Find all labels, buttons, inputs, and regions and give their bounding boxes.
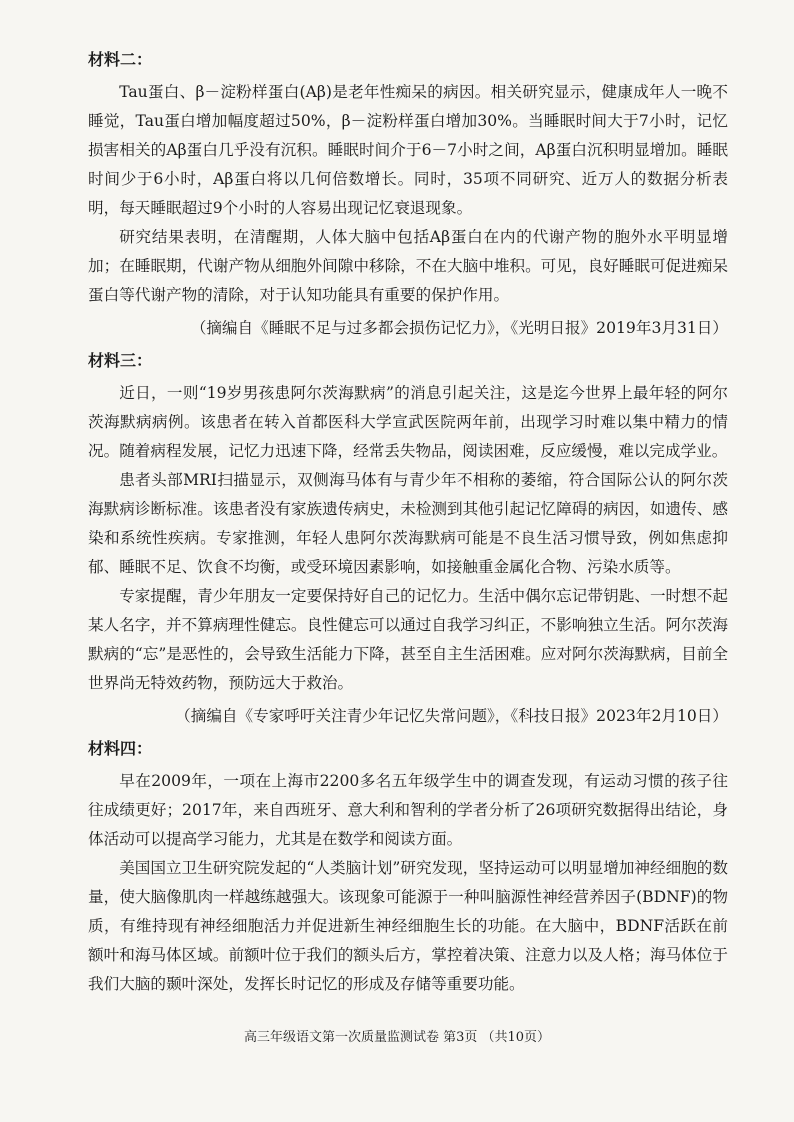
material-four-paragraph-2: 美国国立卫生研究院发起的“人类脑计划”研究发现，坚持运动可以明显增加神经细胞的数量，使大脑像肌肉一样越练越强大。该现象可能源于一种叫脑源性神经营养因子(BDNF)的物质，有维持现有神经细胞活力并促进新生神经细胞生长的功能。在大脑中，BDNF活跃在前额叶和海马体区域。前额叶位于我们的额头后方，掌控着决策、注意力以及人格；海马体位于我们大脑的颞叶深处，发挥长时记忆的形成及存储等重要功能。	[88, 859, 728, 993]
material-two-paragraph-2: 研究结果表明，在清醒期，人体大脑中包括Aβ蛋白在内的代谢产物的胞外水平明显增加；在睡眠期，代谢产物从细胞外间隙中移除，不在大脑中堆积。可见，良好睡眠可促进痴呆蛋白等代谢产物的清除，对于认知功能具有重要的保护作用。	[88, 228, 728, 304]
page-footer: 高三年级语文第一次质量监测试卷 第3页 （共10页）	[243, 1030, 551, 1045]
material-four-section	[88, 737, 728, 999]
material-four-heading: 材料四：	[88, 739, 153, 758]
material-three-paragraph-1: 近日，一则“19岁男孩患阿尔茨海默病”的消息引起关注，这是迄今世界上最年轻的阿尔茨海默病病例。该患者在转入首都医科大学宣武医院两年前，出现学习时难以集中精力的情况。随着病程发展，记忆力迅速下降，经常丢失物品，阅读困难，反应缓慢，难以完成学业。	[88, 384, 728, 460]
material-two-source: （摘编自《睡眠不足与过多都会损伤记忆力》，《光明日报》2019年3月31日）	[190, 319, 728, 337]
material-two-section	[88, 48, 728, 343]
material-two-heading: 材料二：	[88, 50, 153, 69]
material-three-paragraph-3: 专家提醒，青少年朋友一定要保持好自己的记忆力。生活中偶尔忘记带钥匙、一时想不起某人名字，并不算病理性健忘。良性健忘可以通过自我学习纠正，不影响独立生活。阿尔茨海默病的“忘”是恶性的，会导致生活能力下降，甚至自主生活困难。应对阿尔茨海默病，目前全世界尚无特效药物，预防远大于救治。	[88, 587, 728, 692]
material-three-heading: 材料三：	[88, 351, 153, 370]
material-three-paragraph-2: 患者头部MRI扫描显示，双侧海马体有与青少年不相称的萎缩，符合国际公认的阿尔茨海默病诊断标准。该患者没有家族遗传病史，未检测到其他引起记忆障碍的病因，如遗传、感染和系统性疾病。专家推测，年轻人患阿尔茨海默病可能是不良生活习惯导致，例如焦虑抑郁、睡眠不足、饮食不均衡，或受环境因素影响，如接触重金属化合物、污染水质等。	[88, 471, 728, 576]
material-two-paragraph-1: Tau蛋白、β－淀粉样蛋白(Aβ)是老年性痴呆的病因。相关研究显示，健康成年人一晚不睡觉，Tau蛋白增加幅度超过50%，β－淀粉样蛋白增加30%。当睡眠时间大于7小时，记忆损害相关的Aβ蛋白几乎没有沉积。睡眠时间介于6－7小时之间，Aβ蛋白沉积明显增加。睡眠时间少于6小时，Aβ蛋白将以几何倍数增长。同时，35项不同研究、近万人的数据分析表明，每天睡眠超过9个小时的人容易出现记忆衰退现象。	[88, 83, 728, 217]
material-three-source: （摘编自《专家呼吁关注青少年记忆失常问题》，《科技日报》2023年2月10日）	[175, 707, 728, 725]
material-three-section	[88, 349, 728, 731]
material-four-paragraph-1: 早在2009年，一项在上海市2200多名五年级学生中的调查发现，有运动习惯的孩子往往成绩更好；2017年，来自西班牙、意大利和智利的学者分析了26项研究数据得出结论，身体活动可以提高学习能力，尤其是在数学和阅读方面。	[88, 772, 728, 848]
